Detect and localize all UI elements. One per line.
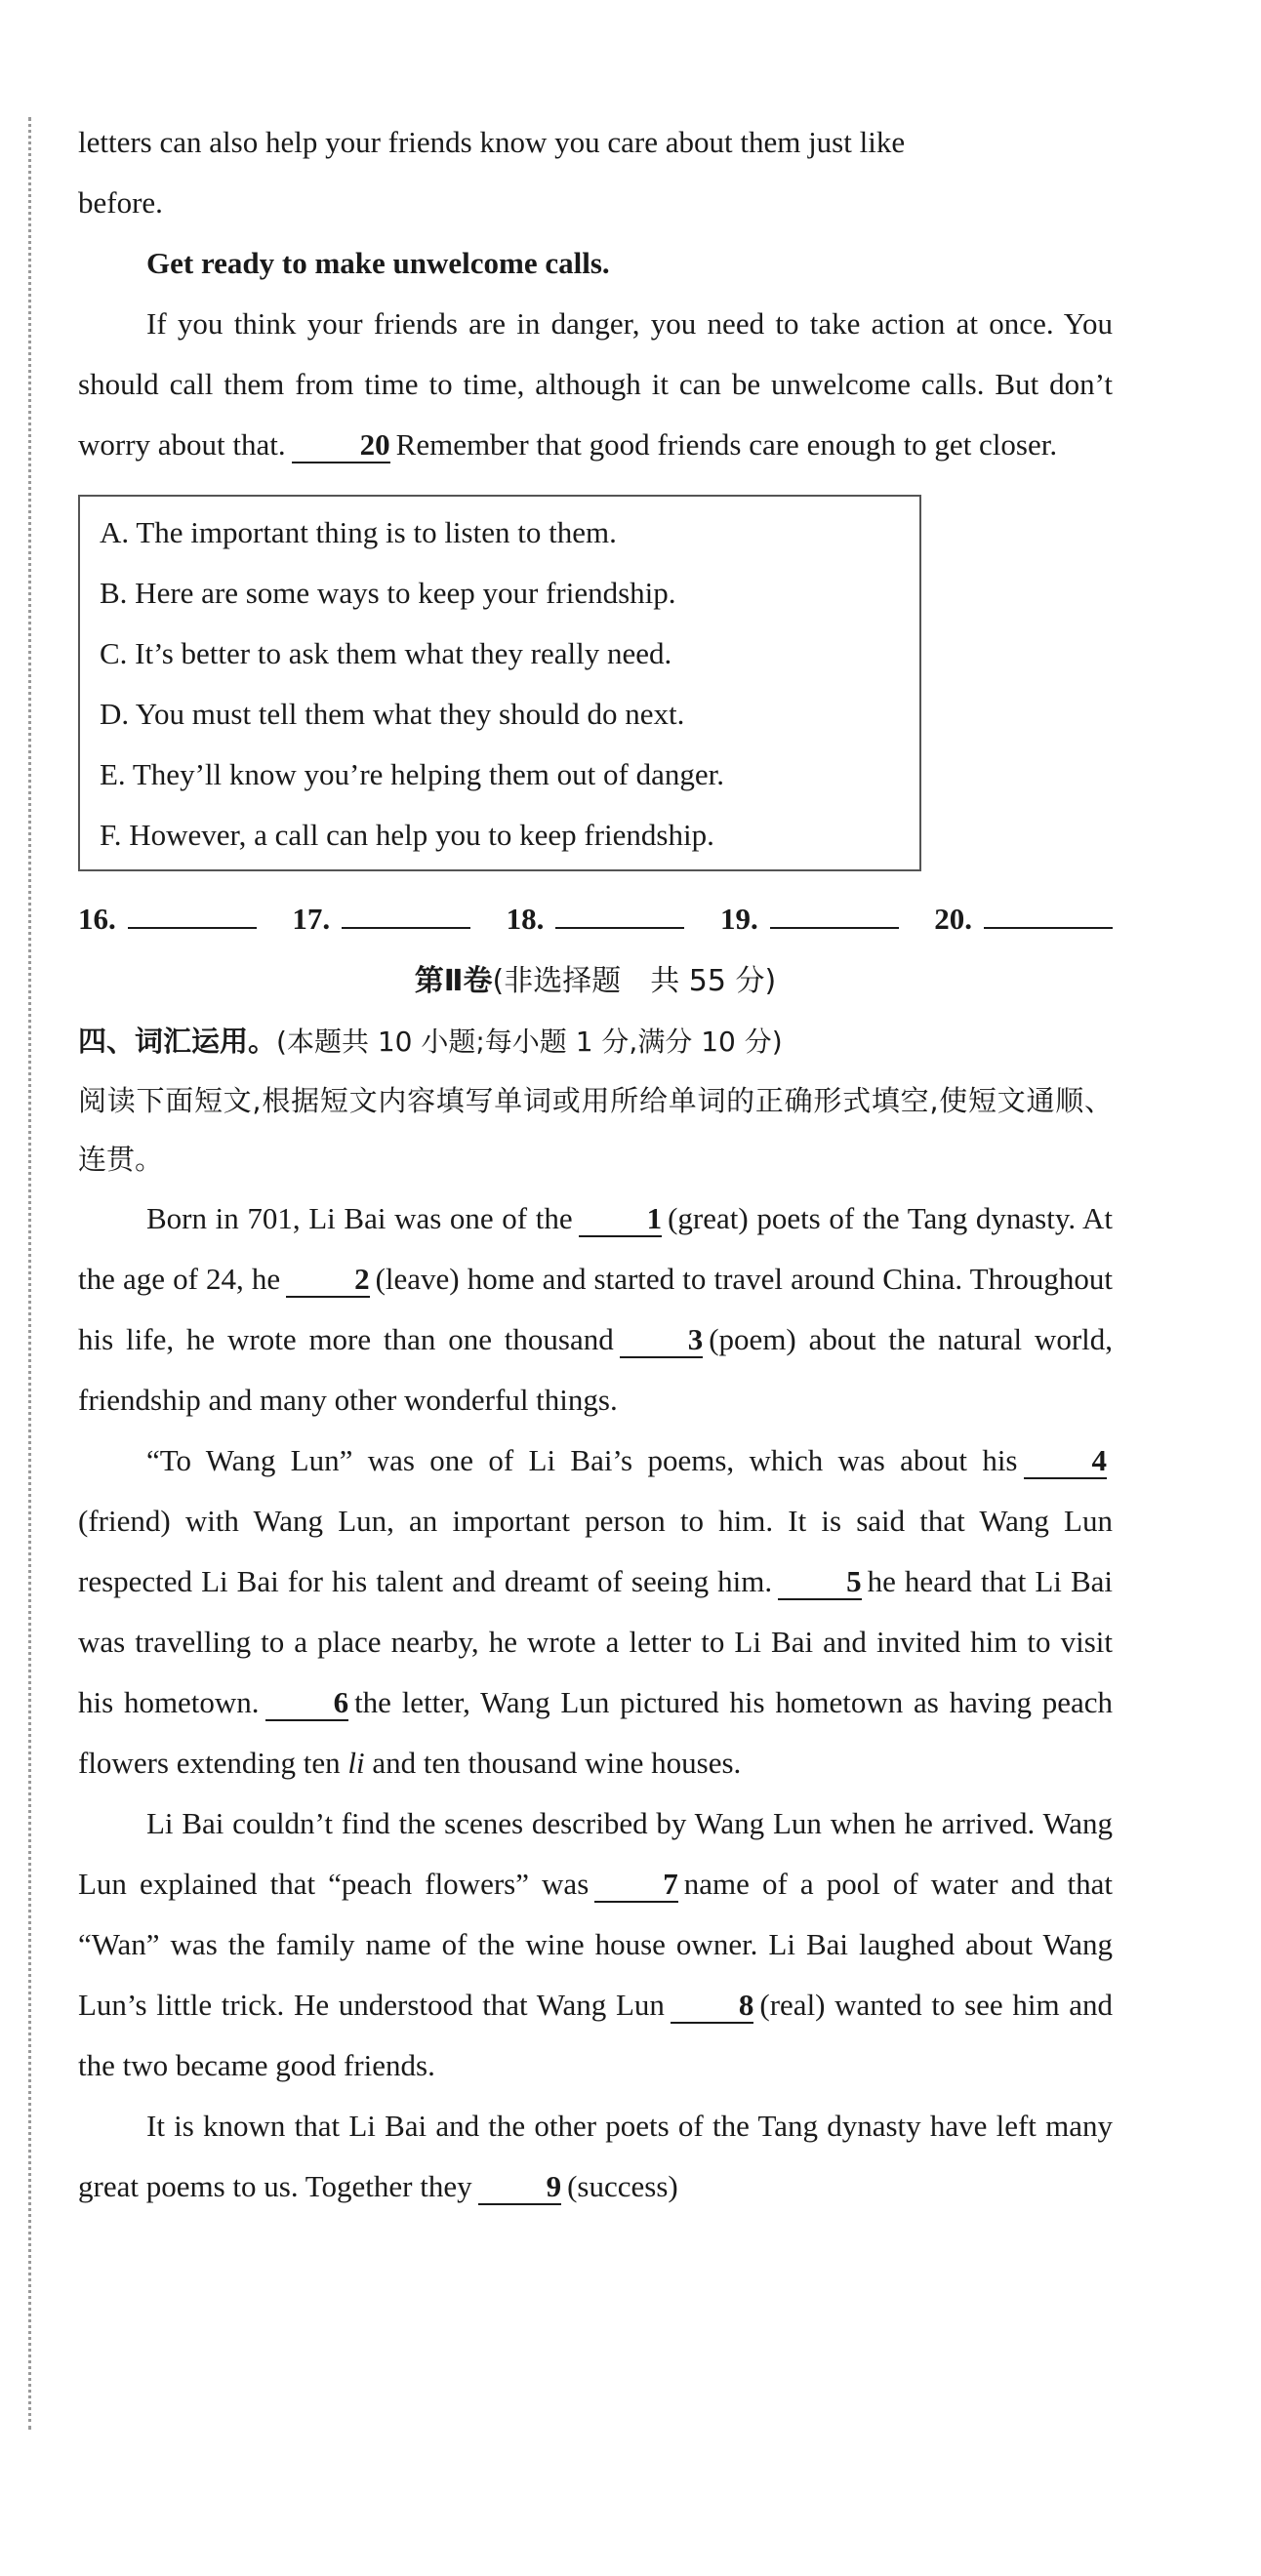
passage-paragraph-2: “To Wang Lun” was one of Li Bai’s poems, which was about his 4(friend) with Wang Lun, an important person to him. It is said that Wang Lun respected Li Bai for his talent and dreamt of seeing him. 5 he heard that Li Bai was travelling to a place nearby, he wrote a letter to Li Bai and invited him to visit his hometown. 6 the letter, Wang Lun pictured his hometown as having peach flowers extending ten li and ten thousand wine houses.	[78, 1443, 1114, 1780]
blank-6[interactable]: 6	[265, 1686, 349, 1721]
blank-5[interactable]: 5	[778, 1565, 862, 1600]
blank-9[interactable]: 9	[478, 2170, 562, 2205]
blank-7[interactable]: 7	[594, 1868, 678, 1903]
answer-17[interactable]: 17.	[292, 889, 470, 949]
options-box	[78, 495, 921, 871]
answer-line[interactable]	[128, 892, 257, 929]
answer-line[interactable]	[342, 892, 470, 929]
blank-1[interactable]: 1	[579, 1202, 663, 1237]
passage-paragraph-1: Born in 701, Li Bai was one of the 1 (great) poets of the Tang dynasty. At the age of 24, he 2 (leave) home and started to travel around China. Throughout his life, he wrote more than one thousand 3 (poem) about the natural world, friendship and many other wonderful things.	[78, 1201, 1114, 1417]
option-b: B. Here are some ways to keep your friendship.	[100, 576, 676, 610]
option-a: A. The important thing is to listen to them.	[100, 515, 617, 549]
document-page	[78, 112, 1113, 2217]
option-e: E. They’ll know you’re helping them out of danger.	[100, 757, 724, 791]
option-f: F. However, a call can help you to keep friendship.	[100, 818, 714, 852]
task-instruction: 阅读下面短文,根据短文内容填写单词或用所给单词的正确形式填空,使短文通顺、连贯。	[78, 1084, 1113, 1176]
answer-line[interactable]	[984, 892, 1113, 929]
option-d: D. You must tell them what they should do next.	[100, 697, 685, 731]
binding-margin-dotted-line	[28, 117, 31, 2430]
blank-8[interactable]: 8	[671, 1989, 754, 2024]
answer-20[interactable]: 20.	[934, 889, 1113, 949]
blank-2[interactable]: 2	[286, 1263, 370, 1298]
blank-4[interactable]: 4	[1024, 1444, 1108, 1479]
task-heading: 四、词汇运用。(本题共 10 小题;每小题 1 分,满分 10 分)	[78, 1025, 783, 1058]
blank-3[interactable]: 3	[620, 1323, 704, 1358]
section-heading-calls: Get ready to make unwelcome calls.	[146, 246, 610, 280]
paragraph-calls: If you think your friends are in danger, you need to take action at once. You should call them from time to time, although it can be unwelcome calls. But don’t worry about that. 20 Remember that good friends care enough to get closer.	[78, 306, 1113, 462]
answer-line[interactable]	[770, 892, 899, 929]
answer-line[interactable]	[555, 892, 684, 929]
blank-20[interactable]: 20	[292, 428, 390, 463]
answer-19[interactable]: 19.	[720, 889, 899, 949]
paragraph-continued: letters can also help your friends know you care about them just like before.	[78, 125, 906, 220]
section-title: 第Ⅱ卷(非选择题 共 55 分)	[414, 964, 777, 998]
answer-18[interactable]: 18.	[507, 889, 685, 949]
answer-row	[78, 889, 1113, 949]
option-c: C. It’s better to ask them what they really need.	[100, 636, 672, 670]
answer-16[interactable]: 16.	[78, 889, 257, 949]
passage-paragraph-4: It is known that Li Bai and the other poets of the Tang dynasty have left many great poems to us. Together they 9 (success)	[78, 2109, 1113, 2203]
passage-paragraph-3: Li Bai couldn’t find the scenes described by Wang Lun when he arrived. Wang Lun explained that “peach flowers” was 7 name of a pool of water and that “Wan” was the family name of the wine house owner. Li Bai laughed about Wang Lun’s little trick. He understood that Wang Lun 8 (real) wanted to see him and the two became good friends.	[78, 1806, 1113, 2082]
